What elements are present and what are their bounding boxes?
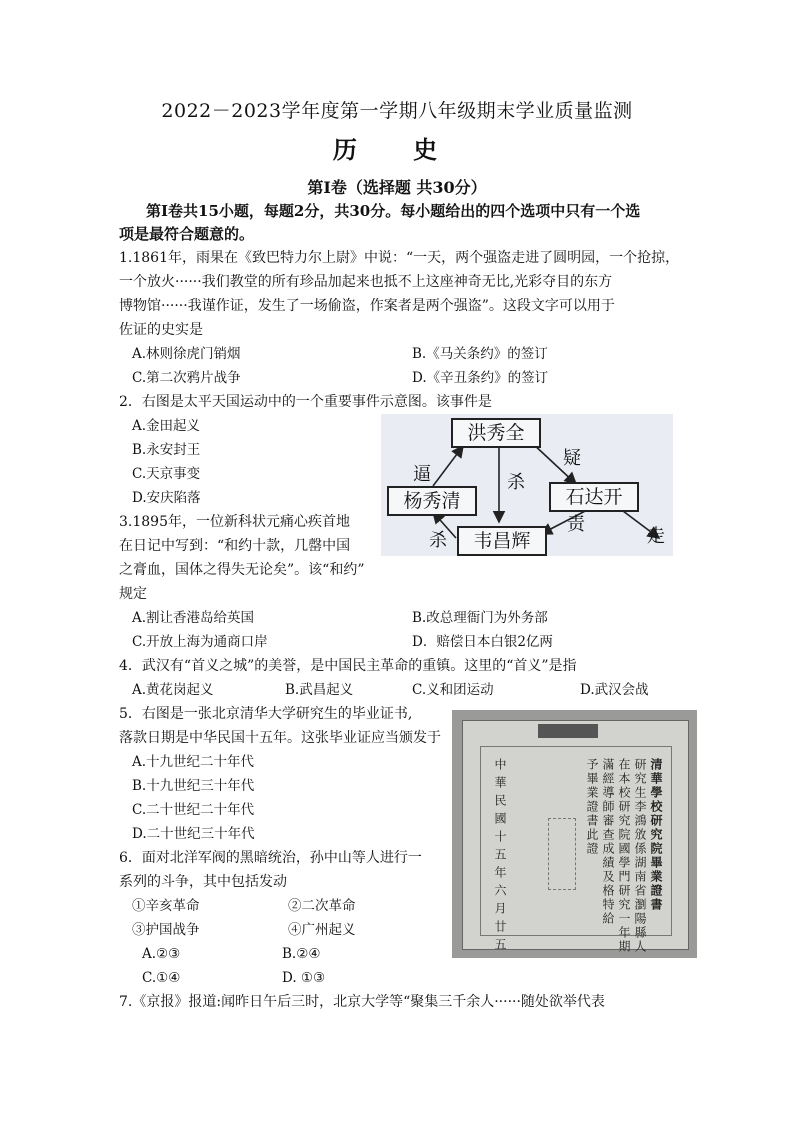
- q5-option-c: C.二十世纪二十年代: [132, 802, 255, 818]
- q6-option-c: C.①④: [142, 970, 181, 986]
- q3-option-a: A.割让香港岛给英国: [132, 610, 255, 626]
- label-bi: 逼: [413, 464, 431, 485]
- label-sha-2: 杀: [429, 530, 447, 551]
- subject-title: 历 史: [332, 135, 462, 164]
- q6-line-1: 6．面对北洋军阀的黑暗统治，孙中山等人进行一: [119, 850, 422, 866]
- cert-col-3: 在本校研究院國學門研究一年期: [617, 758, 631, 954]
- q3-option-b: B.改总理衙门为外务部: [412, 610, 548, 626]
- q7-line-1: 7.《京报》报道:闻昨日午后三时，北京大学等“聚集三千余人······随处欲举代表: [119, 994, 605, 1010]
- section-title: 第Ⅰ卷（选择题 共30分）: [307, 178, 487, 197]
- q2-option-c: C.天京事变: [132, 466, 201, 482]
- q2-option-b: B.永安封王: [132, 442, 201, 458]
- q6-item-2: ②二次革命: [288, 898, 356, 914]
- taiping-event-diagram: [381, 414, 673, 556]
- q1-option-b: B.《马关条约》的签订: [412, 346, 548, 362]
- q5-line-2: 落款日期是中华民国十五年。这张毕业证应当颁发于: [119, 730, 441, 746]
- certificate-header-seal: [538, 724, 598, 738]
- q3-option-c: C.开放上海为通商口岸: [132, 634, 268, 650]
- q4-stem: 4．武汉有“首义之城”的美誉，是中国民主革命的重镇。这里的“首义”是指: [119, 658, 577, 674]
- q1-line-4: 佐证的史实是: [119, 322, 203, 338]
- cert-col-5: 予畢業證書此證: [585, 758, 599, 856]
- q3-line-2: 在日记中写到：“和约十款，几罄中国: [119, 538, 351, 554]
- q1-line-2: 一个放火······我们教堂的所有珍品加起来也抵不上这座神奇无比,光彩夺目的东方: [119, 274, 613, 290]
- q4-option-a: A.黄花岗起义: [132, 682, 214, 698]
- q1-option-a: A.林则徐虎门销烟: [132, 346, 241, 362]
- q5-option-d: D.二十世纪三十年代: [132, 826, 255, 842]
- label-zou: 走: [647, 526, 665, 547]
- q6-option-d: D. ①③: [282, 970, 326, 986]
- q3-option-d: D．赔偿日本白银2亿两: [412, 634, 553, 650]
- q6-option-a: A.②③: [142, 946, 181, 962]
- instructions-line-2: 项是最符合题意的。: [119, 225, 255, 243]
- q6-option-b: B.②④: [282, 946, 321, 962]
- q5-line-1: 5．右图是一张北京清华大学研究生的毕业证书,: [119, 706, 413, 722]
- q2-stem: 2．右图是太平天国运动中的一个重要事件示意图。该事件是: [119, 394, 492, 410]
- cert-col-1: 清華學校研究院畢業證書: [649, 758, 663, 912]
- label-sha-1: 杀: [507, 472, 525, 493]
- label-yi: 疑: [563, 448, 581, 469]
- box-shi-dakai: 石达开: [549, 482, 639, 512]
- exam-title: 2022－2023学年度第一学期八年级期末学业质量监测: [161, 100, 633, 122]
- q5-option-a: A.十九世纪二十年代: [132, 754, 255, 770]
- q3-line-1: 3.1895年，一位新科状元痛心疾首地: [119, 514, 350, 530]
- cert-col-4: 滿經導師審查成績及格特給: [601, 758, 615, 926]
- q4-option-d: D.武汉会战: [580, 682, 649, 698]
- q1-line-1: 1.1861年，雨果在《致巴特力尔上尉》中说：“一天，两个强盗走进了圆明园，一个抢掠，: [119, 250, 680, 266]
- q1-option-d: D.《辛丑条约》的签订: [412, 370, 549, 386]
- q3-line-3: 之膏血，国体之得失无论矣”。该“和约”: [119, 562, 365, 578]
- q1-option-c: C.第二次鸦片战争: [132, 370, 241, 386]
- box-hong-xiuquan: 洪秀全: [451, 418, 541, 448]
- q6-item-1: ①辛亥革命: [132, 898, 200, 914]
- instructions-line-1: 第Ⅰ卷共15小题，每题2分，共30分。每小题给出的四个选项中只有一个选: [146, 202, 641, 220]
- q3-line-4: 规定: [119, 586, 147, 602]
- q4-option-b: B.武昌起义: [285, 682, 354, 698]
- q6-item-3: ③护国战争: [132, 922, 200, 938]
- q2-option-a: A.金田起义: [132, 418, 201, 434]
- q4-option-c: C.义和团运动: [412, 682, 494, 698]
- q1-line-3: 博物馆······我谨作证，发生了一场偷盗，作案者是两个强盗”。这段文字可以用于: [119, 298, 615, 314]
- box-wei-changhui: 韦昌辉: [457, 526, 547, 556]
- box-yang-xiuqing: 杨秀清: [387, 486, 477, 516]
- cert-date: 中華民國十五年六月廿五: [493, 758, 507, 956]
- q2-option-d: D.安庆陷落: [132, 490, 201, 506]
- q6-line-2: 系列的斗争，其中包括发动: [119, 874, 287, 890]
- q6-item-4: ④广州起义: [288, 922, 356, 938]
- q5-option-b: B.十九世纪三十年代: [132, 778, 255, 794]
- cert-col-2: 研究生李鴻攽係湖南省瀏陽縣人: [633, 758, 647, 954]
- cert-signatures: [548, 818, 576, 890]
- label-ze: 责: [567, 514, 585, 535]
- graduation-certificate-image: [452, 710, 697, 958]
